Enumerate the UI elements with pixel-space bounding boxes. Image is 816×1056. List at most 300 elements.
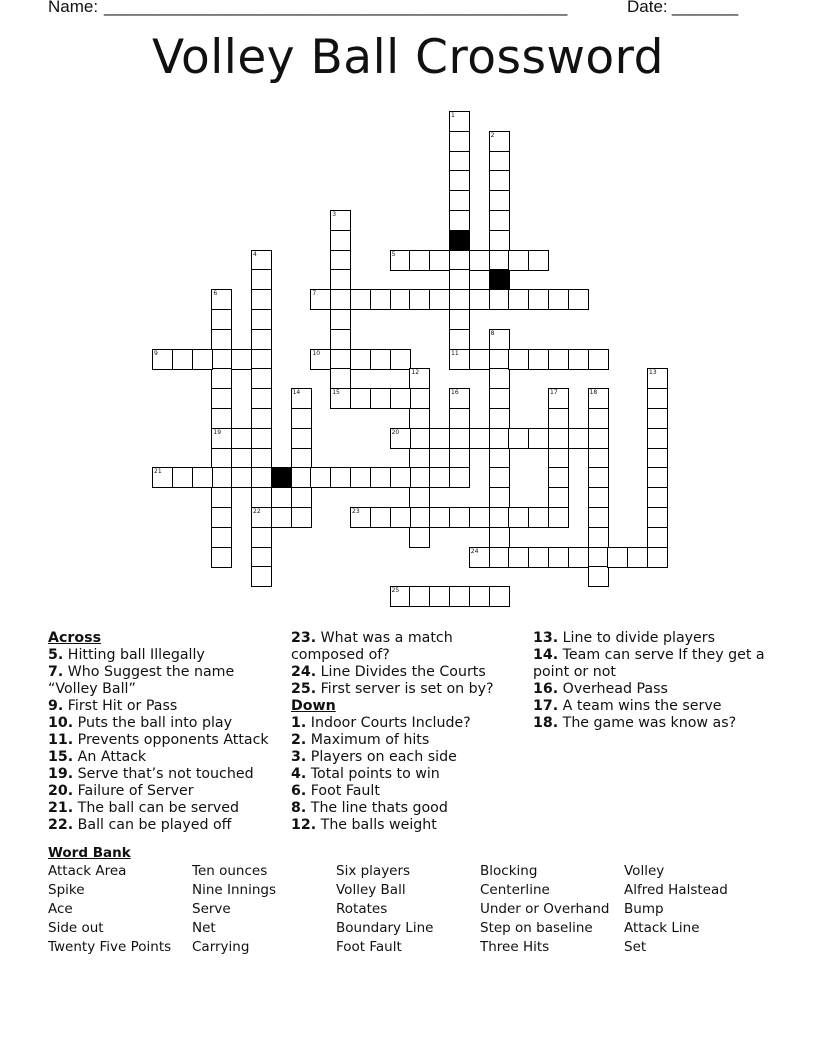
clue-number: 19 xyxy=(213,428,222,436)
grid-cell[interactable] xyxy=(647,507,668,528)
grid-cell[interactable] xyxy=(409,448,430,469)
grid-cell[interactable] xyxy=(489,210,510,231)
grid-cell[interactable] xyxy=(647,527,668,548)
black-square xyxy=(449,230,470,251)
word-bank-entry: Attack Line xyxy=(624,920,700,936)
grid-cell[interactable] xyxy=(588,507,609,528)
grid-cell[interactable] xyxy=(449,190,470,211)
grid-cell[interactable] xyxy=(548,448,569,469)
clue-number: 16 xyxy=(451,389,459,397)
grid-cell[interactable] xyxy=(211,368,232,389)
grid-cell[interactable] xyxy=(647,428,668,449)
grid-cell[interactable] xyxy=(548,507,569,528)
clue-number: 15 xyxy=(332,389,340,397)
clue-text: An Attack xyxy=(73,749,147,765)
word-bank-entry: Nine Innings xyxy=(192,882,277,898)
grid-cell[interactable] xyxy=(211,408,232,429)
clue-number-label: 14. xyxy=(533,647,559,663)
grid-cell[interactable] xyxy=(489,190,510,211)
grid-cell[interactable] xyxy=(528,428,549,449)
grid-cell[interactable] xyxy=(350,349,371,370)
grid-cell[interactable] xyxy=(211,467,232,488)
grid-cell[interactable] xyxy=(588,349,609,370)
grid-cell[interactable] xyxy=(588,448,609,469)
grid-cell[interactable] xyxy=(172,349,193,370)
grid-cell[interactable] xyxy=(251,349,272,370)
grid-cell[interactable] xyxy=(489,586,510,607)
grid-cell[interactable] xyxy=(330,349,351,370)
grid-cell[interactable] xyxy=(588,566,609,587)
grid-cell[interactable] xyxy=(449,329,470,350)
clue-number: 18 xyxy=(589,389,598,397)
clue-number-label: 15. xyxy=(48,749,74,765)
clue-number-label: 22. xyxy=(48,817,74,833)
grid-cell[interactable] xyxy=(548,349,569,370)
word-bank-entry: Centerline xyxy=(480,882,550,898)
grid-cell[interactable] xyxy=(429,467,450,488)
grid-cell[interactable] xyxy=(449,289,470,310)
grid-cell[interactable] xyxy=(330,309,351,330)
grid-cell[interactable] xyxy=(489,230,510,251)
grid-cell[interactable] xyxy=(489,408,510,429)
grid-cell[interactable] xyxy=(251,368,272,389)
grid-cell[interactable] xyxy=(489,527,510,548)
grid-cell[interactable] xyxy=(449,428,470,449)
grid-cell[interactable] xyxy=(528,547,549,568)
clue-number: 12 xyxy=(411,369,420,377)
black-square xyxy=(489,269,510,290)
grid-cell[interactable] xyxy=(192,349,213,370)
word-bank-entry: Side out xyxy=(48,920,104,936)
word-bank-entry: Set xyxy=(624,939,647,955)
grid-cell[interactable] xyxy=(647,408,668,429)
grid-cell[interactable] xyxy=(449,448,470,469)
black-square xyxy=(271,467,292,488)
grid-cell[interactable] xyxy=(350,467,371,488)
grid-cell[interactable] xyxy=(429,586,450,607)
grid-cell[interactable] xyxy=(251,467,272,488)
clue-number: 20 xyxy=(391,428,400,436)
grid-cell[interactable] xyxy=(310,467,331,488)
grid-cell[interactable] xyxy=(251,269,272,290)
clue-number-label: 17. xyxy=(533,698,559,714)
grid-cell[interactable] xyxy=(409,467,430,488)
grid-cell[interactable] xyxy=(429,289,450,310)
clue-item xyxy=(291,817,526,834)
grid-cell[interactable] xyxy=(211,527,232,548)
clue-number-label: 7. xyxy=(48,664,64,680)
clue-item xyxy=(533,698,768,715)
grid-cell[interactable] xyxy=(588,428,609,449)
word-bank-entry: Carrying xyxy=(192,939,250,955)
grid-cell[interactable] xyxy=(647,487,668,508)
grid-cell[interactable] xyxy=(211,349,232,370)
grid-cell[interactable] xyxy=(409,487,430,508)
clue-number: 10 xyxy=(312,349,321,357)
clue-item xyxy=(533,647,768,681)
clue-number-label: 23. xyxy=(291,630,317,646)
word-bank-entry: Boundary Line xyxy=(336,920,434,936)
grid-cell[interactable] xyxy=(528,250,549,271)
word-bank-entry: Six players xyxy=(336,863,411,879)
clue-item xyxy=(291,732,526,749)
clues-column-3 xyxy=(533,630,768,732)
grid-cell[interactable] xyxy=(449,467,470,488)
grid-cell[interactable] xyxy=(211,507,232,528)
clue-number-label: 3. xyxy=(291,749,307,765)
grid-cell[interactable] xyxy=(588,547,609,568)
grid-cell[interactable] xyxy=(251,408,272,429)
grid-cell[interactable] xyxy=(449,507,470,528)
name-label: Name: xyxy=(48,0,103,16)
grid-cell[interactable] xyxy=(489,151,510,172)
grid-cell[interactable] xyxy=(508,547,529,568)
grid-cell[interactable] xyxy=(291,428,312,449)
word-bank-entry: Three Hits xyxy=(480,939,550,955)
grid-cell[interactable] xyxy=(489,368,510,389)
grid-cell[interactable] xyxy=(291,448,312,469)
grid-cell[interactable] xyxy=(449,131,470,152)
grid-cell[interactable] xyxy=(231,349,252,370)
grid-cell[interactable] xyxy=(231,428,252,449)
grid-cell[interactable] xyxy=(390,289,411,310)
grid-cell[interactable] xyxy=(548,289,569,310)
clue-number-label: 11. xyxy=(48,732,74,748)
clue-item xyxy=(291,783,526,800)
word-bank-entry: Step on baseline xyxy=(480,920,593,936)
grid-cell[interactable] xyxy=(251,329,272,350)
grid-cell[interactable] xyxy=(588,527,609,548)
word-bank-entry: Under or Overhand xyxy=(480,901,610,917)
grid-cell[interactable] xyxy=(469,250,490,271)
grid-cell[interactable] xyxy=(370,467,391,488)
clue-text: Failure of Server xyxy=(73,783,194,799)
grid-cell[interactable] xyxy=(330,329,351,350)
clue-item xyxy=(291,749,526,766)
clue-item xyxy=(48,732,283,749)
clue-number: 4 xyxy=(253,250,257,258)
clue-item xyxy=(533,715,768,732)
clue-item xyxy=(291,766,526,783)
clue-number-label: 6. xyxy=(291,783,307,799)
grid-cell[interactable] xyxy=(370,349,391,370)
clue-text: Maximum of hits xyxy=(306,732,430,748)
grid-cell[interactable] xyxy=(211,487,232,508)
grid-cell[interactable] xyxy=(588,408,609,429)
grid-cell[interactable] xyxy=(489,250,510,271)
clue-number: 2 xyxy=(490,131,495,139)
clue-text: Prevents opponents Attack xyxy=(73,732,269,748)
word-bank-entry: Ten ounces xyxy=(192,863,268,879)
clue-number-label: 12. xyxy=(291,817,317,833)
date-line[interactable]: _______ xyxy=(672,0,739,16)
grid-cell[interactable] xyxy=(449,408,470,429)
grid-cell[interactable] xyxy=(330,269,351,290)
clue-number-label: 13. xyxy=(533,630,559,646)
clue-item xyxy=(48,800,283,817)
grid-cell[interactable] xyxy=(568,428,589,449)
grid-cell[interactable] xyxy=(508,289,529,310)
down-heading: Down xyxy=(291,698,336,714)
clue-item xyxy=(291,681,526,698)
page-title: Volley Ball Crossword xyxy=(151,30,664,85)
grid-cell[interactable] xyxy=(449,309,470,330)
clue-number: 5 xyxy=(391,250,396,258)
clue-text: Overhead Pass xyxy=(558,681,668,697)
grid-cell[interactable] xyxy=(251,547,272,568)
grid-cell[interactable] xyxy=(330,250,351,271)
grid-cell[interactable] xyxy=(489,547,510,568)
clue-item xyxy=(533,681,768,698)
grid-cell[interactable] xyxy=(627,547,648,568)
grid-cell[interactable] xyxy=(489,349,510,370)
grid-cell[interactable] xyxy=(251,527,272,548)
grid-cell[interactable] xyxy=(231,467,252,488)
grid-cell[interactable] xyxy=(449,269,470,290)
word-bank-entry: Bump xyxy=(624,901,664,917)
grid-cell[interactable] xyxy=(588,487,609,508)
word-bank-entry: Blocking xyxy=(480,863,538,879)
clue-item xyxy=(48,817,283,834)
clue-number: 9 xyxy=(154,349,158,357)
grid-cell[interactable] xyxy=(528,289,549,310)
grid-cell[interactable] xyxy=(489,487,510,508)
grid-cell[interactable] xyxy=(528,507,549,528)
grid-cell[interactable] xyxy=(251,448,272,469)
clue-number: 14 xyxy=(292,389,301,397)
clue-number-label: 19. xyxy=(48,766,74,782)
grid-cell[interactable] xyxy=(370,388,391,409)
word-bank-entry: Twenty Five Points xyxy=(48,939,172,955)
clue-number-label: 21. xyxy=(48,800,74,816)
clue-text: The balls weight xyxy=(316,817,437,833)
grid-cell[interactable] xyxy=(291,487,312,508)
grid-cell[interactable] xyxy=(390,388,411,409)
grid-cell[interactable] xyxy=(469,586,490,607)
grid-cell[interactable] xyxy=(508,428,529,449)
clue-text: Who Suggest the name “Volley Ball” xyxy=(48,664,235,697)
grid-cell[interactable] xyxy=(647,467,668,488)
grid-cell[interactable] xyxy=(469,507,490,528)
grid-cell[interactable] xyxy=(251,566,272,587)
clue-number-label: 10. xyxy=(48,715,74,731)
grid-cell[interactable] xyxy=(548,428,569,449)
word-bank-entry: Ace xyxy=(48,901,73,917)
clue-text: Line Divides the Courts xyxy=(316,664,486,680)
grid-cell[interactable] xyxy=(429,507,450,528)
word-bank-entry: Serve xyxy=(192,901,231,917)
clue-number-label: 9. xyxy=(48,698,64,714)
grid-cell[interactable] xyxy=(548,408,569,429)
clue-item xyxy=(48,664,283,698)
grid-cell[interactable] xyxy=(489,428,510,449)
clues-column-1 xyxy=(48,630,283,834)
clue-text: Total points to win xyxy=(306,766,440,782)
grid-cell[interactable] xyxy=(350,388,371,409)
word-bank-entry: Volley xyxy=(624,863,665,879)
word-bank-entry: Foot Fault xyxy=(336,939,402,955)
grid-cell[interactable] xyxy=(548,467,569,488)
clue-text: First Hit or Pass xyxy=(63,698,178,714)
grid-cell[interactable] xyxy=(528,349,549,370)
grid-cell[interactable] xyxy=(508,507,529,528)
grid-cell[interactable] xyxy=(588,467,609,488)
grid-cell[interactable] xyxy=(449,170,470,191)
grid-cell[interactable] xyxy=(251,428,272,449)
grid-cell[interactable] xyxy=(449,210,470,231)
grid-cell[interactable] xyxy=(211,547,232,568)
grid-cell[interactable] xyxy=(330,467,351,488)
grid-cell[interactable] xyxy=(330,289,351,310)
clue-text: Foot Fault xyxy=(306,783,380,799)
grid-cell[interactable] xyxy=(390,467,411,488)
clue-number-label: 4. xyxy=(291,766,307,782)
clue-text: The line thats good xyxy=(306,800,448,816)
clue-number: 6 xyxy=(213,290,218,298)
clue-number: 1 xyxy=(451,112,455,119)
clue-number: 7 xyxy=(312,290,317,298)
clue-item xyxy=(291,664,526,681)
name-line[interactable]: _________________________________________________ xyxy=(104,0,568,16)
clue-text: Ball can be played off xyxy=(73,817,232,833)
grid-cell[interactable] xyxy=(469,289,490,310)
clue-number-label: 24. xyxy=(291,664,317,680)
word-bank-entry: Alfred Halstead xyxy=(624,882,728,898)
grid-cell[interactable] xyxy=(568,547,589,568)
clue-number-label: 16. xyxy=(533,681,559,697)
grid-cell[interactable] xyxy=(449,151,470,172)
clue-number-label: 2. xyxy=(291,732,307,748)
clue-text: The ball can be served xyxy=(73,800,239,816)
across-heading: Across xyxy=(48,630,102,646)
grid-cell[interactable] xyxy=(548,487,569,508)
grid-cell[interactable] xyxy=(330,230,351,251)
grid-cell[interactable] xyxy=(211,329,232,350)
clue-text: Serve that’s not touched xyxy=(73,766,254,782)
grid-cell[interactable] xyxy=(409,289,430,310)
clue-text: Team can serve If they get a point or not xyxy=(533,647,765,680)
clue-number: 8 xyxy=(490,329,495,337)
grid-cell[interactable] xyxy=(508,349,529,370)
clue-item xyxy=(48,698,283,715)
clue-text: First server is set on by? xyxy=(316,681,494,697)
grid-cell[interactable] xyxy=(251,388,272,409)
grid-cell[interactable] xyxy=(429,428,450,449)
grid-cell[interactable] xyxy=(291,408,312,429)
clue-text: A team wins the serve xyxy=(558,698,722,714)
clue-number-label: 18. xyxy=(533,715,559,731)
clue-number-label: 20. xyxy=(48,783,74,799)
word-bank-entry: Rotates xyxy=(336,901,388,917)
grid-cell[interactable] xyxy=(211,309,232,330)
grid-cell[interactable] xyxy=(291,507,312,528)
grid-cell[interactable] xyxy=(409,507,430,528)
grid-cell[interactable] xyxy=(251,309,272,330)
clue-text: Indoor Courts Include? xyxy=(306,715,471,731)
grid-cell[interactable] xyxy=(409,527,430,548)
grid-cell[interactable] xyxy=(211,388,232,409)
grid-cell[interactable] xyxy=(449,586,470,607)
grid-cell[interactable] xyxy=(429,250,450,271)
word-bank-entry: Net xyxy=(192,920,216,936)
grid-cell[interactable] xyxy=(271,507,292,528)
date-label: Date: xyxy=(627,0,673,16)
clue-number-label: 1. xyxy=(291,715,307,731)
clue-number: 21 xyxy=(154,468,162,476)
grid-cell[interactable] xyxy=(251,487,272,508)
grid-cell[interactable] xyxy=(607,547,628,568)
grid-cell[interactable] xyxy=(409,250,430,271)
word-bank-entry: Spike xyxy=(48,882,85,898)
clue-number: 3 xyxy=(332,211,337,218)
grid-cell[interactable] xyxy=(409,408,430,429)
clue-text: Players on each side xyxy=(306,749,457,765)
grid-cell[interactable] xyxy=(370,507,391,528)
grid-cell[interactable] xyxy=(647,547,668,568)
grid-cell[interactable] xyxy=(647,448,668,469)
grid-cell[interactable] xyxy=(409,586,430,607)
grid-cell[interactable] xyxy=(489,289,510,310)
clue-text: The game was know as? xyxy=(558,715,737,731)
grid-cell[interactable] xyxy=(449,250,470,271)
grid-cell[interactable] xyxy=(370,289,391,310)
clue-item xyxy=(533,630,768,647)
clue-number-label: 25. xyxy=(291,681,317,697)
grid-cell[interactable] xyxy=(330,368,351,389)
grid-cell[interactable] xyxy=(291,467,312,488)
grid-cell[interactable] xyxy=(192,467,213,488)
clue-number: 22 xyxy=(253,508,261,515)
clue-number: 17 xyxy=(550,389,558,397)
clue-item xyxy=(291,715,526,732)
clue-text: Puts the ball into play xyxy=(73,715,233,731)
clue-number: 24 xyxy=(470,547,479,555)
word-bank-heading: Word Bank xyxy=(48,845,131,861)
grid-cell[interactable] xyxy=(172,467,193,488)
clue-text: Line to divide players xyxy=(558,630,715,646)
word-bank-entry: Volley Ball xyxy=(336,882,406,898)
clue-text: What was a match composed of? xyxy=(291,630,453,663)
grid-cell[interactable] xyxy=(469,428,490,449)
grid-cell[interactable] xyxy=(508,250,529,271)
grid-cell[interactable] xyxy=(489,507,510,528)
grid-cell[interactable] xyxy=(409,428,430,449)
grid-cell[interactable] xyxy=(548,547,569,568)
clue-item xyxy=(48,715,283,732)
grid-cell[interactable] xyxy=(489,467,510,488)
clue-item xyxy=(48,647,283,664)
grid-cell[interactable] xyxy=(211,448,232,469)
grid-cell[interactable] xyxy=(469,349,490,370)
clue-number: 11 xyxy=(451,349,459,357)
grid-cell[interactable] xyxy=(489,448,510,469)
clue-item xyxy=(291,800,526,817)
grid-cell[interactable] xyxy=(409,388,430,409)
grid-cell[interactable] xyxy=(489,388,510,409)
grid-cell[interactable] xyxy=(647,388,668,409)
grid-cell[interactable] xyxy=(489,170,510,191)
grid-cell[interactable] xyxy=(568,289,589,310)
grid-cell[interactable] xyxy=(568,349,589,370)
clue-item xyxy=(291,630,526,664)
word-bank-entry: Attack Area xyxy=(48,863,127,879)
clue-number: 13 xyxy=(649,369,657,377)
grid-cell[interactable] xyxy=(390,507,411,528)
grid-cell[interactable] xyxy=(350,289,371,310)
clue-item xyxy=(48,783,283,800)
grid-cell[interactable] xyxy=(251,289,272,310)
grid-cell[interactable] xyxy=(390,349,411,370)
